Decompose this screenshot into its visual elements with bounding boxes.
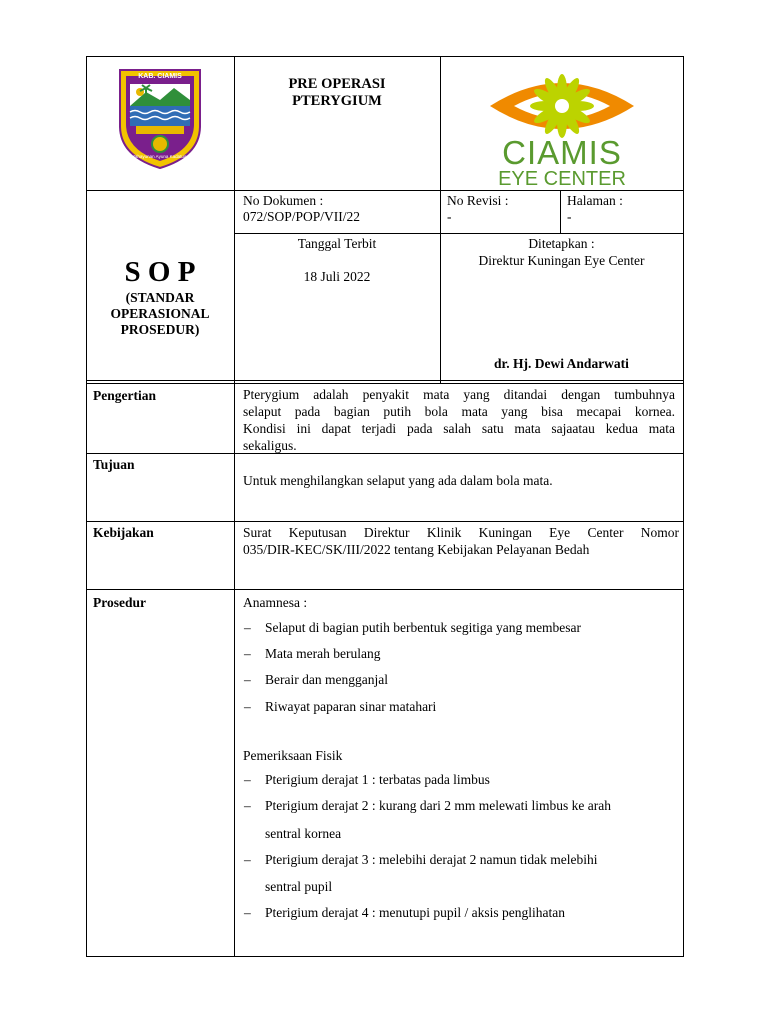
sop-sub-line-3: PROSEDUR) [120, 322, 200, 337]
document-title [234, 76, 440, 110]
anamnesa-item-3: Berair dan mengganjal [265, 672, 388, 687]
tujuan-label: Tujuan [93, 457, 135, 472]
ciamis-eye-center-logo [484, 70, 640, 190]
pengertian-label: Pengertian [93, 388, 156, 403]
pengertian-text [243, 386, 675, 454]
tanggal-terbit-label: Tanggal Terbit [297, 236, 377, 251]
halaman-value: - [567, 209, 572, 224]
tujuan-text: Untuk menghilangkan selaput yang ada dalam bola mata. [243, 473, 553, 488]
dash-bullet: – [244, 620, 251, 635]
fisik-item-2-line-2: sentral kornea [265, 826, 342, 841]
dash-bullet: – [244, 699, 251, 714]
halaman-label: Halaman : [567, 193, 623, 208]
sop-heading: S O P [124, 256, 196, 288]
sop-sub-line-2: OPERASIONAL [110, 306, 210, 321]
kab-ciamis-logo [116, 66, 204, 170]
anamnesa-item-4: Riwayat paparan sinar matahari [265, 699, 437, 714]
logo-ciamis-text: CIAMIS [502, 134, 622, 171]
kebijakan-line-2: 035/DIR-KEC/SK/III/2022 tentang Kebijakan Pelayanan Bedah [243, 542, 590, 557]
title-line-2: PTERYGIUM [292, 93, 382, 109]
pengertian-line-1: Pterygium adalah penyakit mata yang ditandai dengan tumbuhnya [243, 387, 675, 402]
dash-bullet: – [244, 798, 251, 813]
kebijakan-text [243, 524, 679, 558]
no-revisi-value: - [447, 209, 452, 224]
fisik-item-3-line-1: Pterigium derajat 3 : melebihi derajat 2 namun tidak melebihi [265, 852, 598, 867]
anamnesa-heading: Anamnesa : [243, 595, 308, 610]
fisik-item-1: Pterigium derajat 1 : terbatas pada limbus [265, 772, 490, 787]
fisik-item-3-line-2: sentral pupil [265, 879, 333, 894]
dash-bullet: – [244, 905, 251, 920]
no-revisi-label: No Revisi : [447, 193, 509, 208]
dash-bullet: – [244, 852, 251, 867]
title-line-1: PRE OPERASI [288, 76, 386, 92]
logo-motto: Mahayunan Ayuna Kadatuan [131, 154, 189, 159]
pengertian-line-3: Kondisi ini dapat terjadi pada salah satu mata sajaatau kedua mata [243, 421, 675, 436]
pengertian-line-2: selaput pada bagian putih bola mata yang bisa mecapai kornea. [243, 404, 675, 419]
logo-eye-center-text: EYE CENTER [498, 168, 626, 190]
dash-bullet: – [244, 646, 251, 661]
no-dokumen-label: No Dokumen : [243, 193, 324, 208]
anamnesa-item-2: Mata merah berulang [265, 646, 381, 661]
dash-bullet: – [244, 672, 251, 687]
ditetapkan-by: Direktur Kuningan Eye Center [478, 253, 645, 268]
kebijakan-line-1: Surat Keputusan Direktur Klinik Kuningan Eye Center Nomor [243, 525, 679, 540]
prosedur-label: Prosedur [93, 595, 146, 610]
tanggal-terbit-value: 18 Juli 2022 [303, 269, 371, 284]
anamnesa-item-1: Selaput di bagian putih berbentuk segitiga yang membesar [265, 620, 582, 635]
no-dokumen-value: 072/SOP/POP/VII/22 [243, 209, 361, 224]
fisik-item-2-line-1: Pterigium derajat 2 : kurang dari 2 mm melewati limbus ke arah [265, 798, 612, 813]
signatory-name: dr. Hj. Dewi Andarwati [494, 356, 629, 371]
fisik-item-4: Pterigium derajat 4 : menutupi pupil / aksis penglihatan [265, 905, 565, 920]
dash-bullet: – [244, 772, 251, 787]
logo-top-text: KAB. CIAMIS [138, 73, 182, 80]
sop-block [86, 254, 234, 338]
pemeriksaan-fisik-heading: Pemeriksaan Fisik [243, 748, 343, 763]
ditetapkan-label: Ditetapkan : [528, 236, 595, 251]
kebijakan-label: Kebijakan [93, 525, 154, 540]
pengertian-line-4: sekaligus. [243, 438, 297, 453]
sop-sub-line-1: (STANDAR [125, 290, 195, 305]
